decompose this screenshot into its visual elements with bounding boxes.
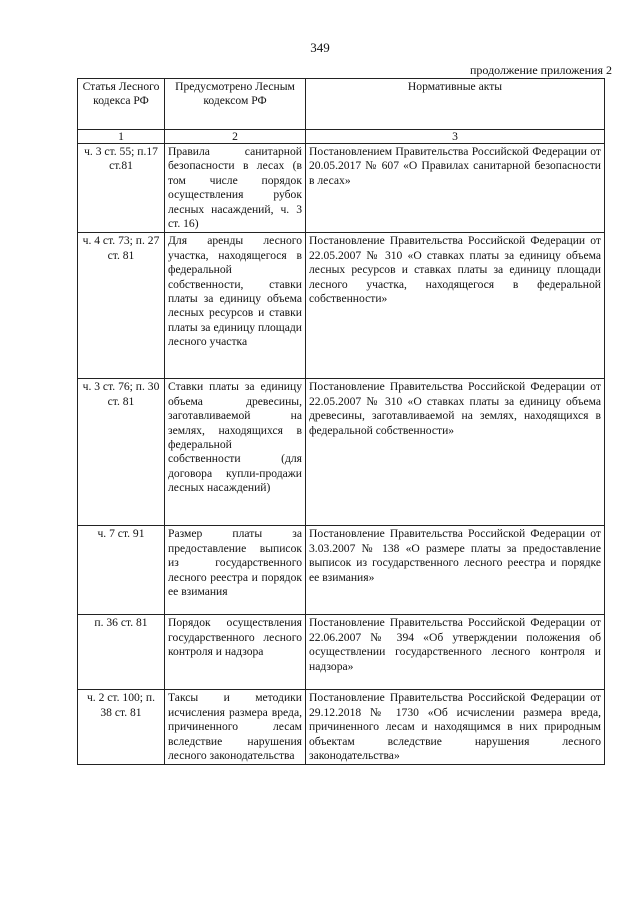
column-number: 3 <box>306 130 605 144</box>
subject-cell: Для аренды лесного участка, находящегося в федеральной собственности, ставки платы за единицу объема лесных ресурсов и ставки платы за единицу площади лесного участка <box>165 233 306 379</box>
header-acts: Нормативные акты <box>306 79 605 130</box>
article-cell: ч. 3 ст. 55; п.17 ст.81 <box>78 144 165 233</box>
article-cell: ч. 4 ст. 73; п. 27 ст. 81 <box>78 233 165 379</box>
act-cell: Постановление Правительства Российской Федерации от 3.03.2007 № 138 «О размере платы за предоставление выписок из государственного лесного реестра и порядке ее взимания» <box>306 526 605 615</box>
column-number-row <box>78 130 605 144</box>
column-number: 1 <box>78 130 165 144</box>
table-row <box>78 379 605 526</box>
subject-cell: Правила санитарной безопасности в лесах (в том числе порядок осуществления рубок лесных насаждений, ч. 3 ст. 16) <box>165 144 306 233</box>
continuation-note: продолжение приложения 2 <box>470 63 612 77</box>
subject-cell: Порядок осуществления государственного лесного контроля и надзора <box>165 615 306 690</box>
table-row <box>78 233 605 379</box>
page-number: 349 <box>310 40 330 55</box>
subject-cell: Ставки платы за единицу объема древесины, заготавливаемой на землях, находящихся в федеральной собственности (для договора купли-продажи лесных насаждений) <box>165 379 306 526</box>
normative-acts-table <box>77 78 605 765</box>
header-subject: Предусмотрено Лесным кодексом РФ <box>165 79 306 130</box>
article-cell: п. 36 ст. 81 <box>78 615 165 690</box>
article-cell: ч. 7 ст. 91 <box>78 526 165 615</box>
table-row <box>78 526 605 615</box>
act-cell: Постановление Правительства Российской Федерации от 22.05.2007 № 310 «О ставках платы за единицу объема лесных ресурсов и ставках платы за единицу площади лесного участка, находящегося в федеральной собственности» <box>306 233 605 379</box>
act-cell: Постановление Правительства Российской Федерации от 22.05.2007 № 310 «О ставках платы за единицу объема древесины, заготавливаемой на землях, находящихся в федеральной собственности» <box>306 379 605 526</box>
article-cell: ч. 3 ст. 76; п. 30 ст. 81 <box>78 379 165 526</box>
header-article: Статья Лесного кодекса РФ <box>78 79 165 130</box>
column-number: 2 <box>165 130 306 144</box>
table-row <box>78 144 605 233</box>
table-row <box>78 690 605 765</box>
act-cell: Постановлением Правительства Российской Федерации от 20.05.2017 № 607 «О Правилах санитарной безопасности в лесах» <box>306 144 605 233</box>
act-cell: Постановление Правительства Российской Федерации от 22.06.2007 № 394 «Об утверждении положения об осуществлении государственного лесного контроля и надзора» <box>306 615 605 690</box>
subject-cell: Таксы и методики исчисления размера вреда, причиненного лесам вследствие нарушения лесного законодательства <box>165 690 306 765</box>
table-row <box>78 615 605 690</box>
header-row <box>78 79 605 130</box>
subject-cell: Размер платы за предоставление выписок из государственного лесного реестра и порядок ее взимания <box>165 526 306 615</box>
article-cell: ч. 2 ст. 100; п. 38 ст. 81 <box>78 690 165 765</box>
act-cell: Постановление Правительства Российской Федерации от 29.12.2018 № 1730 «Об исчислении размера вреда, причиненного лесам и находящимся в них природным объектам вследствие нарушения лесного законодательства» <box>306 690 605 765</box>
